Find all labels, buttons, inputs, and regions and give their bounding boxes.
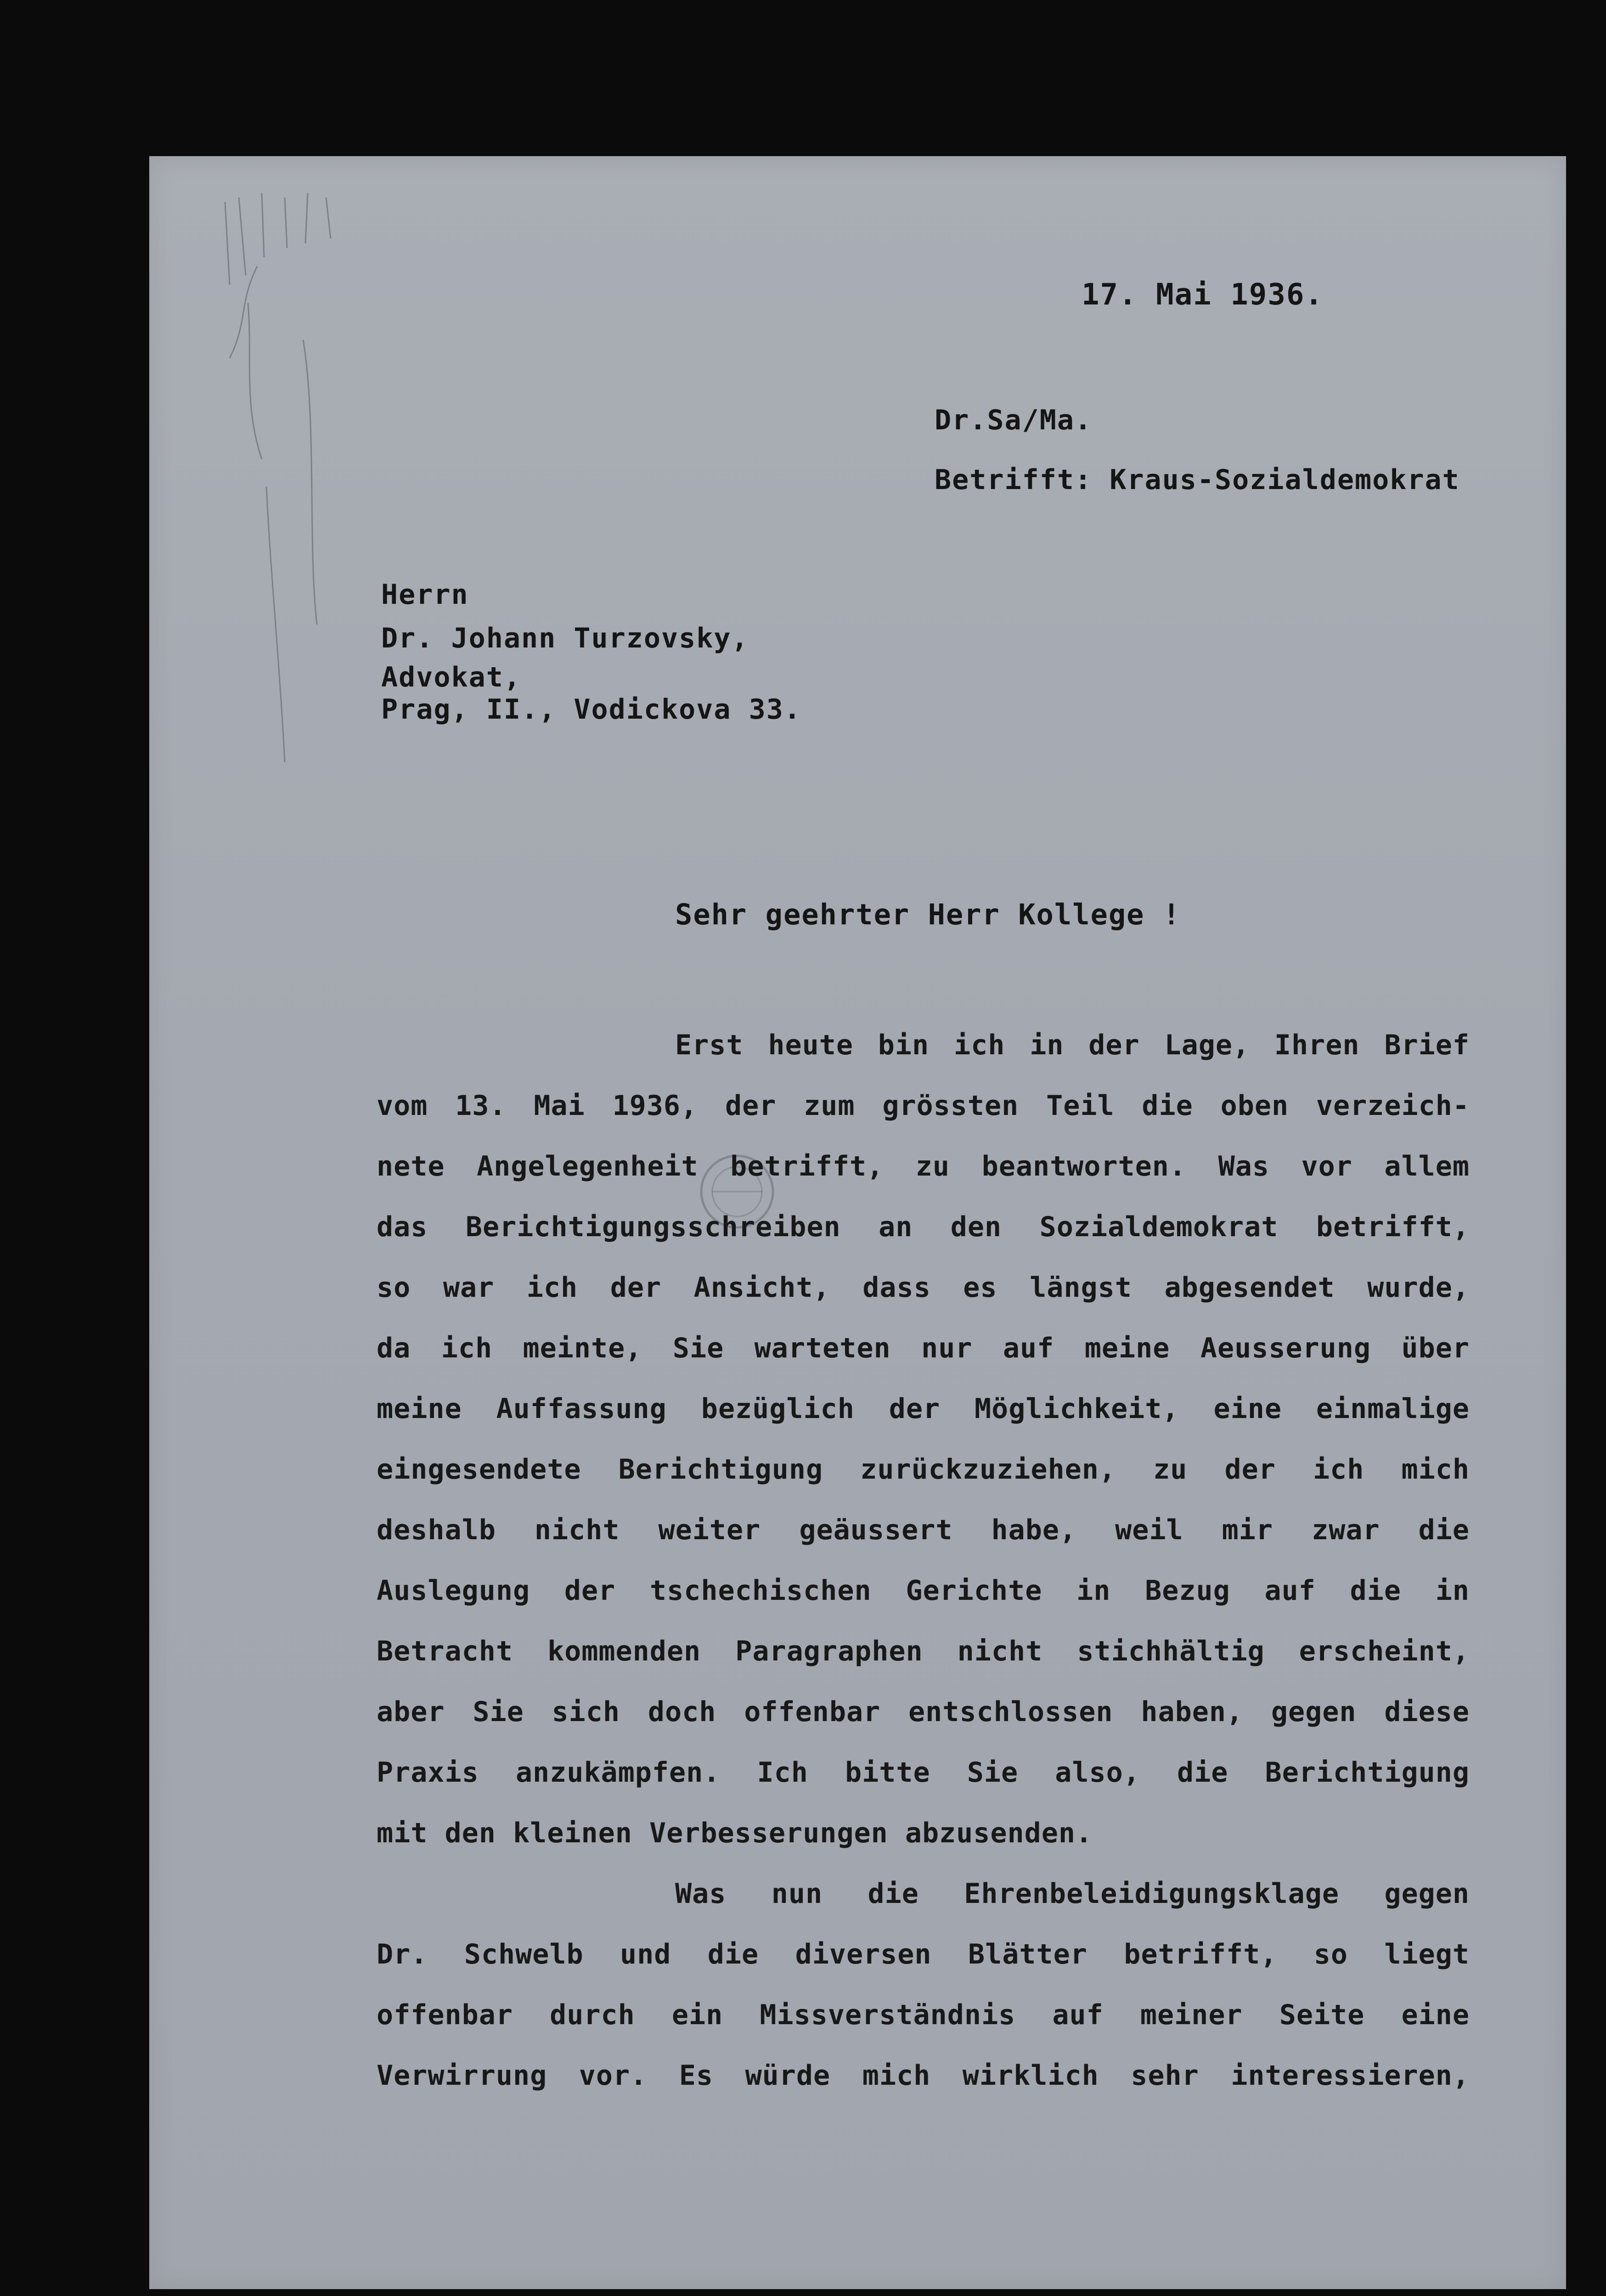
body-line: Praxis anzukämpfen. Ich bitte Sie also, die Berichtigung bbox=[377, 1756, 1470, 1789]
body-line: aber Sie sich doch offenbar entschlossen haben, gegen diese bbox=[377, 1696, 1470, 1728]
body-line: Erst heute bin ich in der Lage, Ihren Brief bbox=[675, 1029, 1470, 1061]
body-line: Was nun die Ehrenbeleidigungsklage gegen bbox=[675, 1878, 1470, 1910]
reference-code: Dr.Sa/Ma. bbox=[935, 404, 1093, 436]
body-line: offenbar durch ein Missverständnis auf meiner Seite eine bbox=[377, 1999, 1470, 2031]
body-line: Betracht kommenden Paragraphen nicht stichhältig erscheint, bbox=[377, 1635, 1470, 1667]
body-line: meine Auffassung bezüglich der Möglichkeit, eine einmalige bbox=[377, 1393, 1470, 1425]
body-line: so war ich der Ansicht, dass es längst abgesendet wurde, bbox=[377, 1272, 1470, 1304]
recipient-line-2: Dr. Johann Turzovsky, bbox=[381, 622, 749, 654]
recipient-line-1: Herrn bbox=[381, 579, 469, 611]
body-line: Dr. Schwelb und die diversen Blätter betrifft, so liegt bbox=[377, 1938, 1470, 1970]
salutation: Sehr geehrter Herr Kollege ! bbox=[675, 898, 1181, 931]
body-line: eingesendete Berichtigung zurückzuziehen, zu der ich mich bbox=[377, 1453, 1470, 1486]
recipient-line-3: Advokat, bbox=[381, 661, 521, 693]
body-line: Auslegung der tschechischen Gerichte in Bezug auf die in bbox=[377, 1575, 1470, 1607]
body-line: da ich meinte, Sie warteten nur auf meine Aeusserung über bbox=[377, 1332, 1470, 1364]
pencil-marks bbox=[193, 165, 367, 900]
body-line: nete Angelegenheit betrifft, zu beantworten. Was vor allem bbox=[377, 1150, 1470, 1182]
letter-body bbox=[377, 1015, 1470, 2106]
body-line: mit den kleinen Verbesserungen abzusenden. bbox=[377, 1817, 1093, 1849]
subject-line: Betrifft: Kraus-Sozialdemokrat bbox=[935, 464, 1460, 496]
body-line: vom 13. Mai 1936, der zum grössten Teil die oben verzeich- bbox=[377, 1090, 1470, 1122]
body-line: Verwirrung vor. Es würde mich wirklich sehr interessieren, bbox=[377, 2060, 1470, 2092]
body-line: deshalb nicht weiter geäussert habe, weil mir zwar die bbox=[377, 1514, 1470, 1546]
body-line: das Berichtigungsschreiben an den Sozialdemokrat betrifft, bbox=[377, 1211, 1470, 1243]
letter-date: 17. Mai 1936. bbox=[1082, 278, 1324, 312]
recipient-line-4: Prag, II., Vodickova 33. bbox=[381, 693, 801, 726]
